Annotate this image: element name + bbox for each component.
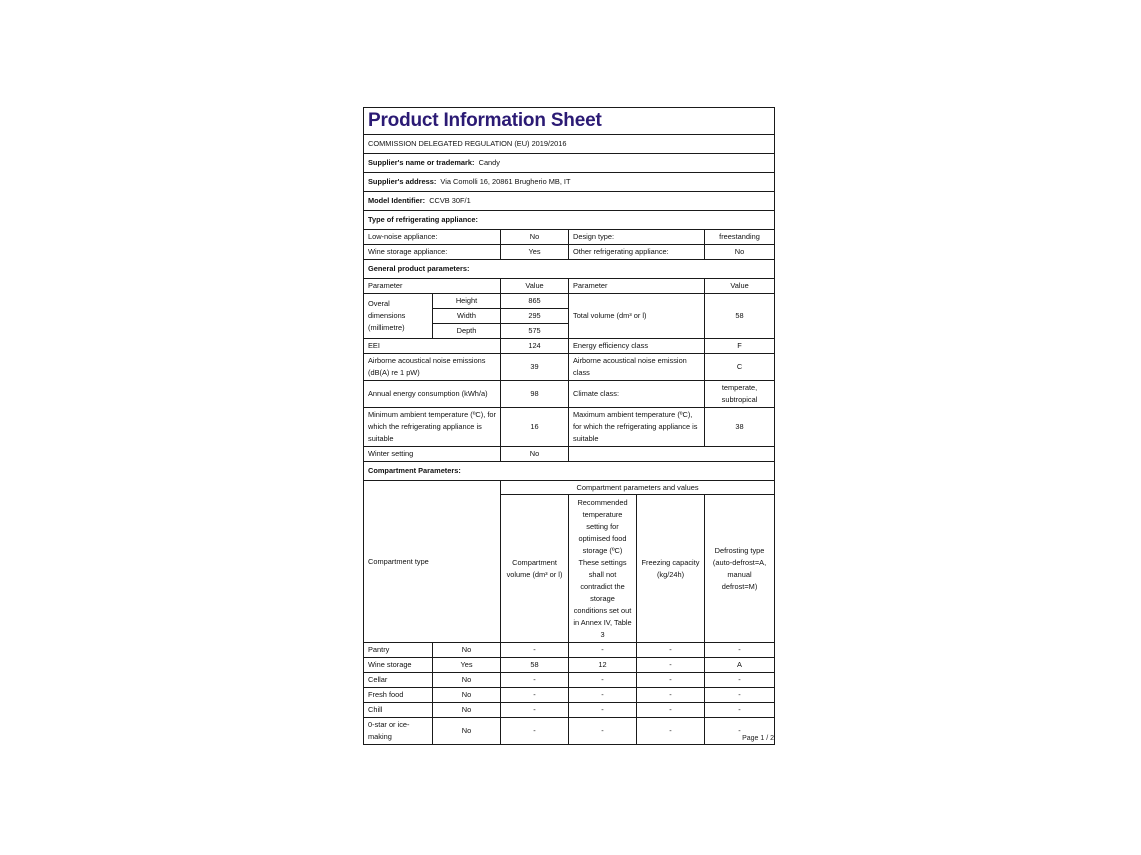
compartment-defrost: - xyxy=(705,703,775,718)
parameter-header: Parameter xyxy=(364,279,501,294)
compartment-heading: Compartment Parameters: xyxy=(364,462,775,481)
total-volume-label: Total volume (dm³ or l) xyxy=(569,294,705,339)
height-label: Height xyxy=(433,294,501,309)
compartment-volume: - xyxy=(501,673,569,688)
noise-class-label: Airborne acoustical noise emission class xyxy=(569,354,705,381)
compartment-name: Wine storage xyxy=(364,658,433,673)
general-header-row xyxy=(364,279,775,294)
table-row xyxy=(364,688,775,703)
compartment-present: No xyxy=(433,688,501,703)
value-header-2: Value xyxy=(705,279,775,294)
compartment-group-header: Compartment parameters and values xyxy=(501,481,775,495)
compartment-freezing: - xyxy=(637,643,705,658)
climate-class-label: Climate class: xyxy=(569,381,705,408)
height-value: 865 xyxy=(501,294,569,309)
max-ambient-label: Maximum ambient temperature (ºC), for which the refrigerating appliance is suitable xyxy=(569,408,705,447)
noise-class-value: C xyxy=(705,354,775,381)
title-row xyxy=(364,108,775,135)
total-volume-value: 58 xyxy=(705,294,775,339)
compartment-type-header: Compartment type xyxy=(364,481,501,643)
climate-class-value: temperate, subtropical xyxy=(705,381,775,408)
table-row xyxy=(364,673,775,688)
compartment-defrost: - xyxy=(705,718,775,745)
value-header: Value xyxy=(501,279,569,294)
compartment-freezing: - xyxy=(637,658,705,673)
winter-row xyxy=(364,447,775,462)
compartment-freezing: - xyxy=(637,703,705,718)
table-row xyxy=(364,643,775,658)
winter-setting-value: No xyxy=(501,447,569,462)
compartment-volume: 58 xyxy=(501,658,569,673)
compartment-volume: - xyxy=(501,718,569,745)
supplier-name-value: Candy xyxy=(478,158,500,167)
table-row xyxy=(364,658,775,673)
low-noise-label: Low-noise appliance: xyxy=(364,230,501,245)
compartment-defrost: - xyxy=(705,688,775,703)
min-ambient-label: Minimum ambient temperature (ºC), for which the refrigerating appliance is suitable xyxy=(364,408,501,447)
type-heading: Type of refrigerating appliance: xyxy=(364,211,775,230)
model-row xyxy=(364,192,775,211)
eei-value: 124 xyxy=(501,339,569,354)
type-heading-row xyxy=(364,211,775,230)
compartment-volume-header: Compartment volume (dm³ or l) xyxy=(501,495,569,643)
compartment-name: Chill xyxy=(364,703,433,718)
compartment-temp: - xyxy=(569,673,637,688)
supplier-name-row xyxy=(364,154,775,173)
compartment-defrost: - xyxy=(705,673,775,688)
recommended-temp-header: Recommended temperature setting for optimised food storage (ºC) These settings shall not contradict the storage conditions set out in Annex IV, Table 3 xyxy=(569,495,637,643)
compartment-freezing: - xyxy=(637,688,705,703)
compartment-freezing: - xyxy=(637,718,705,745)
page-number: Page 1 / 2 xyxy=(742,735,774,742)
design-type-label: Design type: xyxy=(569,230,705,245)
compartment-defrost: A xyxy=(705,658,775,673)
energy-class-label: Energy efficiency class xyxy=(569,339,705,354)
compartment-volume: - xyxy=(501,703,569,718)
type-row-wine-storage xyxy=(364,245,775,260)
compartment-present: Yes xyxy=(433,658,501,673)
model-label: Model Identifier: xyxy=(368,196,426,205)
compartment-present: No xyxy=(433,673,501,688)
compartment-temp: - xyxy=(569,703,637,718)
compartment-volume: - xyxy=(501,688,569,703)
noise-row xyxy=(364,354,775,381)
regulation-row xyxy=(364,135,775,154)
compartment-name: Pantry xyxy=(364,643,433,658)
winter-setting-label: Winter setting xyxy=(364,447,501,462)
compartment-temp: - xyxy=(569,718,637,745)
depth-label: Depth xyxy=(433,324,501,339)
wine-storage-appliance-value: Yes xyxy=(501,245,569,260)
compartment-temp: 12 xyxy=(569,658,637,673)
compartment-defrost: - xyxy=(705,643,775,658)
compartment-heading-row xyxy=(364,462,775,481)
freezing-capacity-header: Freezing capacity (kg/24h) xyxy=(637,495,705,643)
noise-value: 39 xyxy=(501,354,569,381)
energy-consumption-label: Annual energy consumption (kWh/a) xyxy=(364,381,501,408)
other-appliance-value: No xyxy=(705,245,775,260)
supplier-address-label: Supplier's address: xyxy=(368,177,437,186)
energy-consumption-value: 98 xyxy=(501,381,569,408)
general-heading: General product parameters: xyxy=(364,260,775,279)
other-appliance-label: Other refrigerating appliance: xyxy=(569,245,705,260)
compartment-freezing: - xyxy=(637,673,705,688)
design-type-value: freestanding xyxy=(705,230,775,245)
table-row xyxy=(364,703,775,718)
compartment-name: 0-star or ice-making xyxy=(364,718,433,745)
dimension-row-height xyxy=(364,294,775,309)
compartment-volume: - xyxy=(501,643,569,658)
energy-row xyxy=(364,381,775,408)
regulation-text: COMMISSION DELEGATED REGULATION (EU) 2019/2016 xyxy=(364,135,775,154)
product-information-sheet xyxy=(363,107,775,745)
compartment-group-row xyxy=(364,481,775,495)
energy-class-value: F xyxy=(705,339,775,354)
supplier-address-value: Via Comolli 16, 20861 Brugherio MB, IT xyxy=(440,177,571,186)
low-noise-value: No xyxy=(501,230,569,245)
type-row-low-noise xyxy=(364,230,775,245)
compartment-present: No xyxy=(433,703,501,718)
compartment-temp: - xyxy=(569,643,637,658)
general-heading-row xyxy=(364,260,775,279)
compartment-name: Fresh food xyxy=(364,688,433,703)
supplier-address-row xyxy=(364,173,775,192)
compartment-name: Cellar xyxy=(364,673,433,688)
depth-value: 575 xyxy=(501,324,569,339)
eei-label: EEI xyxy=(364,339,501,354)
supplier-name-label: Supplier's name or trademark: xyxy=(368,158,475,167)
parameter-header-2: Parameter xyxy=(569,279,705,294)
min-ambient-value: 16 xyxy=(501,408,569,447)
dimensions-label: Overal dimensions (millimetre) xyxy=(364,294,433,339)
width-value: 295 xyxy=(501,309,569,324)
eei-row xyxy=(364,339,775,354)
compartment-temp: - xyxy=(569,688,637,703)
defrosting-type-header: Defrosting type (auto-defrost=A, manual defrost=M) xyxy=(705,495,775,643)
max-ambient-value: 38 xyxy=(705,408,775,447)
sheet-title: Product Information Sheet xyxy=(368,110,602,131)
compartment-present: No xyxy=(433,718,501,745)
width-label: Width xyxy=(433,309,501,324)
wine-storage-appliance-label: Wine storage appliance: xyxy=(364,245,501,260)
ambient-row xyxy=(364,408,775,447)
noise-label: Airborne acoustical noise emissions (dB(A) re 1 pW) xyxy=(364,354,501,381)
model-value: CCVB 30F/1 xyxy=(429,196,471,205)
compartment-present: No xyxy=(433,643,501,658)
